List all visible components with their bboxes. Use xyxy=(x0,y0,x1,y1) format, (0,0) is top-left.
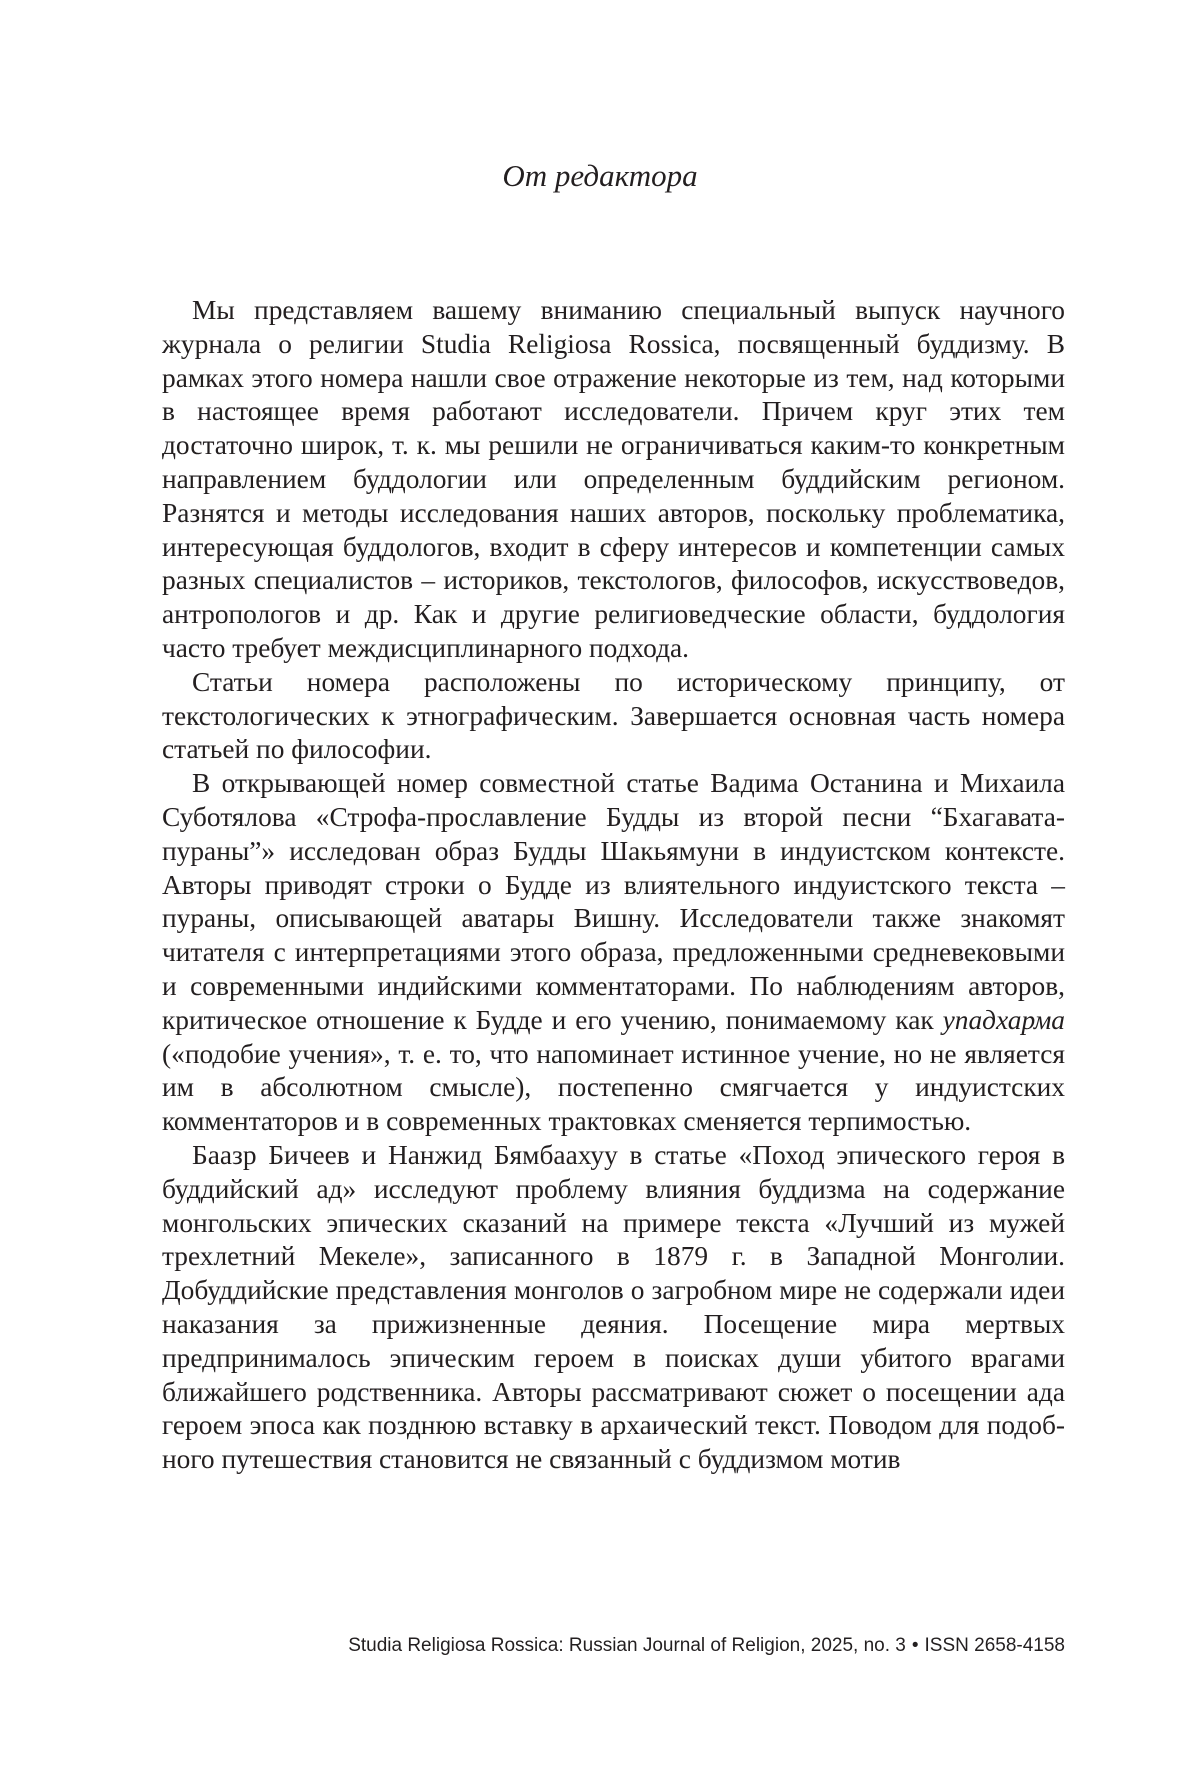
footer-separator: • xyxy=(911,1635,919,1656)
article-body xyxy=(162,294,1065,1477)
paragraph-first-article-part1: В открывающей номер совместной статье Вадима Останина и Михаила Суботялова «Строфа-прославление Будды из второй песни “Бхагавата-пураны”» исследован образ Будды Шакьямуни в индуистском контексте. Авторы приводят строки о Будде из влиятельного индуистского текста – пураны, описывающей аватары Вишну. Исследователи также знакомят читателя с интерпретациями этого образа, предложенными средневековыми и современными индийскими комментаторами. По наблюдениям авторов, критическое отношение к Будде и его учению, понимаемому как xyxy=(162,768,1065,1035)
footer-issn: ISSN 2658-4158 xyxy=(924,1635,1065,1656)
paragraph-intro: Мы представляем вашему вниманию специальный выпуск научного журнала о религии Studia Religiosa Rossica, посвященный буддизму. В рамках этого номера нашли свое отражение некоторые из тем, над которыми в настоящее время работают исследователи. Причем круг этих тем достаточно широк, т. к. мы решили не ограничиваться каким-то конкретным направлением буддологии или определенным буддийским регионом. Разнятся и методы исследования наших авторов, поскольку проблематика, интересующая буддологов, входит в сферу интересов и компетенции самых разных специалистов – историков, текстологов, философов, искусствоведов, антропологов и др. Как и другие религиоведческие области, буддология часто требует междисциплинарного подхода. xyxy=(162,295,1065,663)
running-footer xyxy=(348,1634,1065,1658)
paragraph-second-article: Баазр Бичеев и Нанжид Бямбаахуу в статье «Поход эпического героя в буддийский ад» исследуют проблему влияния буддизма на содержание монгольских эпических сказаний на примере текста «Лучший из мужей трехлетний Мекеле», записанного в 1879 г. в Западной Монголии. Добуддийские представления монголов о загробном мире не содержали идеи наказания за прижизненные деяния. Посещение мира мертвых предпринималось эпическим героем в поисках души убитого врагами ближайшего родственника. Авторы рассматривают сюжет о посещении ада героем эпоса как позднюю вставку в архаический текст. Поводом для подобного путешествия становится не связанный с буддизмом мотив xyxy=(162,1139,1065,1475)
footer-journal: Studia Religiosa Rossica: Russian Journal of Religion, 2025, no. 3 xyxy=(348,1635,906,1656)
page-title: От редактора xyxy=(502,158,698,193)
paragraph-structure: Статьи номера расположены по историческому принципу, от текстологических к этнографическим. Завершается основная часть номера статьей по философии. xyxy=(162,666,1065,765)
paragraph-first-article xyxy=(162,767,1065,1139)
paragraph-first-article-part2: («подобие учения», т. е. то, что напоминает истинное учение, но не является им в абсолютном смысле), постепенно смягчается у индуистских комментаторов и в современных трактовках сменяется терпимостью. xyxy=(162,1038,1065,1137)
term-upadharma: упадхарма xyxy=(942,1004,1065,1035)
